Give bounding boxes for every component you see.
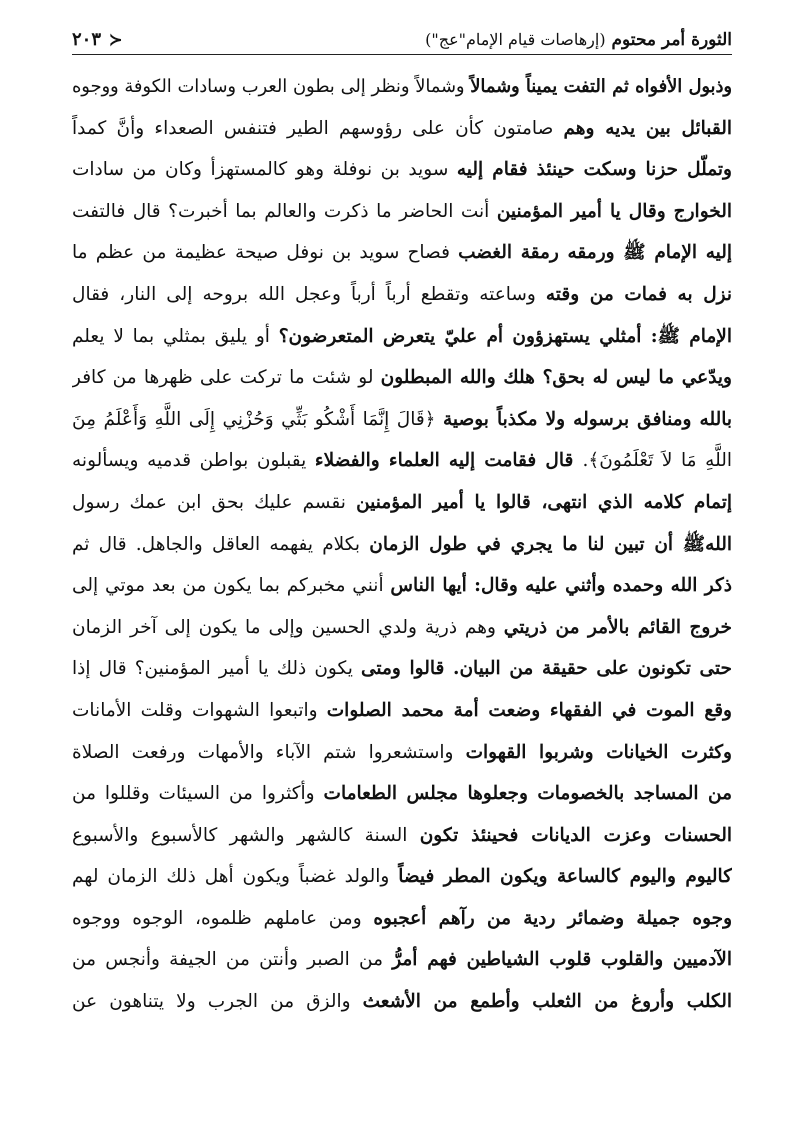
text-line bbox=[72, 316, 732, 358]
page-number: ٢٠٣ bbox=[72, 29, 102, 50]
text-line bbox=[72, 66, 732, 108]
text-line bbox=[72, 939, 732, 981]
text-run: لو شئت ما تركت على ظهرها من كافر bbox=[72, 367, 381, 389]
text-run: أو يليق بمثلي بما لا يعلم bbox=[72, 325, 279, 347]
header-title-subtitle: (إرهاصات قيام الإمام"عج") bbox=[425, 30, 606, 49]
text-run-bold: اللهﷺ أن تبين لنا ما يجري في طول الزمان bbox=[369, 533, 732, 555]
text-run: سويد بن نوفلة وهو كالمستهزأ وكان من سادات bbox=[72, 159, 457, 181]
text-run-bold: حتى تكونون على حقيقة من البيان. قالوا ومتى bbox=[360, 658, 732, 680]
text-line bbox=[72, 898, 732, 940]
text-run-bold: قال فقامت إليه العلماء والفضلاء bbox=[314, 450, 583, 472]
header-title-bold: الثورة أمر محتوم bbox=[611, 30, 732, 50]
text-run-bold: الآدميين والقلوب قلوب الشياطين فهم أمرُّ bbox=[392, 949, 732, 971]
text-run: وشمالاً ونظر إلى بطون العرب وسادات الكوفة ووجوه bbox=[72, 77, 471, 97]
text-run-bold: من المساجد بالخصومات وجعلوها مجلس الطعامات bbox=[323, 783, 732, 805]
text-run: نقسم عليك بحق ابن عمك رسول bbox=[72, 491, 357, 513]
text-line bbox=[72, 981, 732, 1023]
text-run: صامتون كأن على رؤوسهم الطير فتنفس الصعداء وأنَّ كمداً bbox=[72, 117, 564, 139]
text-run: والولد غضباً ويكون أهل ذلك الزمان لهم bbox=[72, 866, 399, 888]
text-run-bold: الخوارج وقال يا أمير المؤمنين bbox=[496, 200, 732, 222]
text-run: من الصبر وأنتن من الجيفة وأنجس من bbox=[72, 949, 393, 971]
text-line bbox=[72, 856, 732, 898]
text-run: وأكثروا من السيئات وقللوا من bbox=[72, 783, 324, 805]
text-line bbox=[72, 440, 732, 482]
text-run: يكون ذلك يا أمير المؤمنين؟ قال إذا bbox=[72, 658, 361, 680]
text-run: السنة كالشهر والشهر كالأسبوع والأسبوع bbox=[72, 824, 420, 846]
text-run-bold: الإمام ﷺ: أمثلي يستهزؤون أم عليّ يتعرض المتعرضون؟ bbox=[278, 325, 732, 347]
text-line bbox=[72, 399, 732, 441]
text-run-bold: كاليوم واليوم كالساعة ويكون المطر فيضاً bbox=[398, 866, 732, 888]
text-run: ومن عاملهم ظلموه، الوجوه ووجوه bbox=[72, 907, 374, 929]
text-line bbox=[72, 274, 732, 316]
text-line bbox=[72, 524, 732, 566]
text-line bbox=[72, 773, 732, 815]
text-run: بكلام يفهمه العاقل والجاهل. قال ثم bbox=[72, 533, 370, 555]
text-run: والزق من الجرب ولا يتناهون عن bbox=[72, 991, 363, 1013]
text-run: أنت الحاضر ما ذكرت والعالم بما أخبرت؟ قال فالتفت bbox=[72, 200, 497, 222]
text-run-bold: ذكر الله وحمده وأثني عليه وقال: أيها الناس bbox=[390, 575, 732, 597]
text-line bbox=[72, 648, 732, 690]
text-run: وهم ذرية ولدي الحسين وإلى ما يكون إلى آخر الزمان bbox=[72, 616, 504, 638]
header-title bbox=[425, 30, 732, 50]
text-run: وساعته وتقطع أرباً أرباً وعجل الله بروحه إلى النار، فقال bbox=[72, 283, 546, 305]
text-line bbox=[72, 191, 732, 233]
text-run-bold: بالله ومنافق برسوله ولا مكذباً بوصية bbox=[443, 408, 732, 430]
text-run: يقبلون بواطن قدميه ويسألونه bbox=[72, 450, 315, 472]
text-run-bold: الحسنات وعزت الديانات فحينئذ تكون bbox=[419, 824, 732, 846]
text-line bbox=[72, 732, 732, 774]
text-run: واستشعروا شتم الآباء والأمهات ورفعت الصلاة bbox=[72, 741, 466, 763]
page-number-group bbox=[72, 29, 122, 50]
text-run: فصاح سويد بن نوفل صيحة عظيمة من عظم ما bbox=[72, 242, 459, 264]
text-line bbox=[72, 357, 732, 399]
text-run-bold: وكثرت الخيانات وشربوا القهوات bbox=[465, 741, 732, 763]
body-text bbox=[72, 66, 732, 1023]
text-run-bold: إتمام كلامه الذي انتهى، قالوا يا أمير المؤمنين bbox=[356, 491, 732, 513]
text-line bbox=[72, 690, 732, 732]
text-line bbox=[72, 815, 732, 857]
text-run-bold: وجوه جميلة وضمائر ردية من رآهم أعجبوه bbox=[373, 907, 732, 929]
text-run-bold: وقع الموت في الفقهاء وضعت أمة محمد الصلوات bbox=[326, 699, 732, 721]
text-run-bold: الكلب وأروغ من الثعلب وأطمع من الأشعث bbox=[362, 991, 732, 1013]
text-line bbox=[72, 149, 732, 191]
text-run: ﴿قَالَ إِنَّمَا أَشْكُو بَثِّي وَحُزْنِي إِلَى اللَّهِ وَأَعْلَمُ مِنَ bbox=[72, 408, 443, 430]
text-line bbox=[72, 108, 732, 150]
running-header bbox=[72, 14, 732, 55]
text-run: اللَّهِ مَا لاَ تَعْلَمُونَ﴾. bbox=[582, 450, 732, 472]
text-line bbox=[72, 482, 732, 524]
text-run: واتبعوا الشهوات وقلت الأمانات bbox=[72, 699, 327, 721]
text-run: أنني مخبركم بما يكون من بعد موتي إلى bbox=[72, 575, 391, 597]
text-run-bold: ويدّعي ما ليس له بحق؟ هلك والله المبطلون bbox=[380, 367, 732, 389]
text-run-bold: وذبول الأفواه ثم التفت يميناً وشمالاً bbox=[470, 76, 732, 97]
text-run-bold: وتملّل حزنا وسكت حينئذ فقام إليه bbox=[456, 159, 732, 181]
text-line bbox=[72, 232, 732, 274]
text-line bbox=[72, 607, 732, 649]
text-run-bold: نزل به فمات من وقته bbox=[545, 283, 732, 305]
text-run-bold: إليه الإمام ﷺ ورمقه رمقة الغضب bbox=[458, 242, 732, 264]
ornament-icon: ≺ bbox=[109, 29, 123, 49]
text-run-bold: خروج القائم بالأمر من ذريتي bbox=[503, 616, 732, 638]
text-line bbox=[72, 565, 732, 607]
text-run-bold: القبائل بين يديه وهم bbox=[563, 117, 732, 139]
